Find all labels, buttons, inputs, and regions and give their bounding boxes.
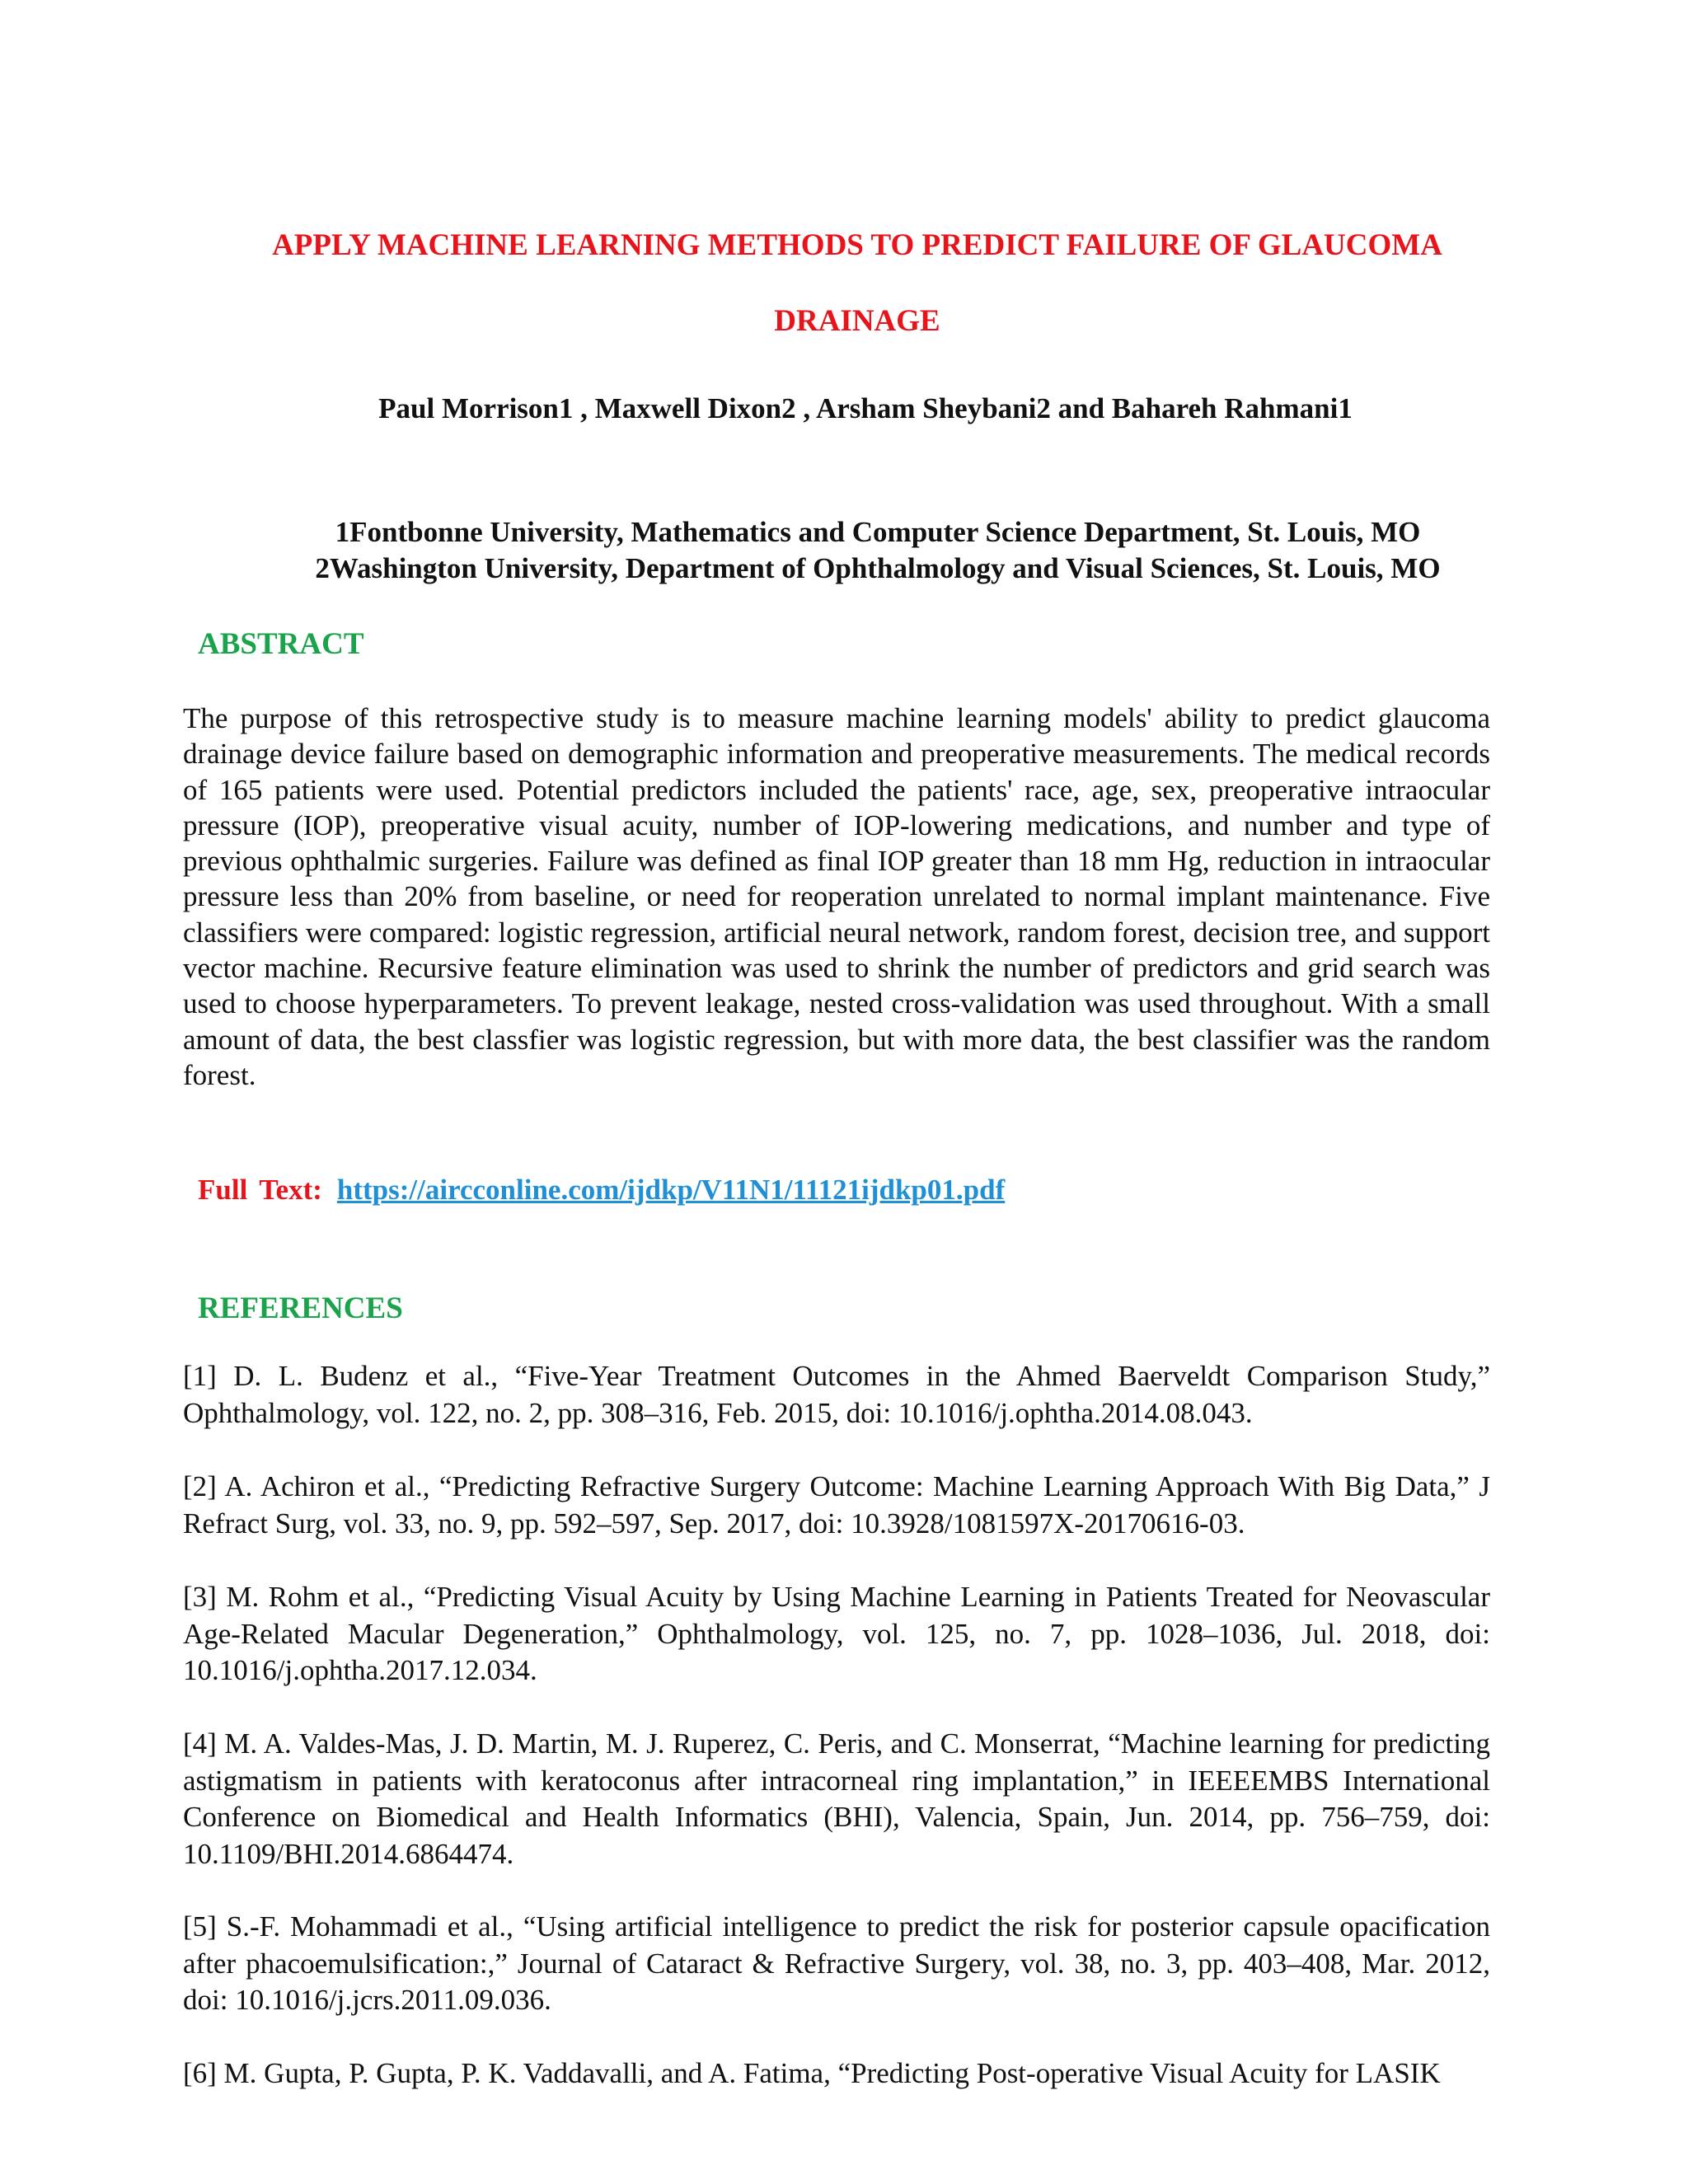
- author-list: Paul Morrison1 , Maxwell Dixon2 , Arsham Sheybani2 and Bahareh Rahmani1: [378, 392, 1353, 424]
- paper-title-line-1: APPLY MACHINE LEARNING METHODS TO PREDICT FAILURE OF GLAUCOMA: [272, 228, 1442, 262]
- reference-item-2: [2] A. Achiron et al., “Predicting Refractive Surgery Outcome: Machine Learning Approach With Big Data,” J Refract Surg, vol. 33, no. 9, pp. 592–597, Sep. 2017, doi: 10.3928/1081597X-20170616-03.: [183, 1470, 1490, 1540]
- abstract-text: The purpose of this retrospective study is to measure machine learning models' ability to predict glaucoma drainage device failure based on demographic information and preoperative measurements. The medical records of 165 patients were used. Potential predictors included the patients' race, age, sex, preoperative intraocular pressure (IOP), preoperative visual acuity, number of IOP-lowering medications, and number and type of previous ophthalmic surgeries. Failure was defined as final IOP greater than 18 mm Hg, reduction in intraocular pressure less than 20% from baseline, or need for reoperation unrelated to normal implant maintenance. Five classifiers were compared: logistic regression, artificial neural network, random forest, decision tree, and support vector machine. Recursive feature elimination was used to shrink the number of predictors and grid search was used to choose hyperparameters. To prevent leakage, nested cross-validation was used throughout. With a small amount of data, the best classfier was logistic regression, but with more data, the best classifier was the random forest.: [183, 702, 1490, 1091]
- reference-item-6: [6] M. Gupta, P. Gupta, P. K. Vaddavalli, and A. Fatima, “Predicting Post-operative Visual Acuity for LASIK: [183, 2057, 1441, 2089]
- affiliation-2: 2Washington University, Department of Ophthalmology and Visual Sciences, St. Louis, MO: [315, 552, 1441, 584]
- reference-item-3: [3] M. Rohm et al., “Predicting Visual Acuity by Using Machine Learning in Patients Treated for Neovascular Age-Related Macular Degeneration,” Ophthalmology, vol. 125, no. 7, pp. 1028–1036, Jul. 2018, doi: 10.1016/j.ophtha.2017.12.034.: [183, 1581, 1490, 1686]
- full-text-line: [198, 1172, 1005, 1208]
- reference-item-4: [4] M. A. Valdes-Mas, J. D. Martin, M. J. Ruperez, C. Peris, and C. Monserrat, “Machine learning for predicting astigmatism in patients with keratoconus after intracorneal ring implantation,” in IEEEEMBS International Conference on Biomedical and Health Informatics (BHI), Valencia, Spain, Jun. 2014, pp. 756–759, doi: 10.1109/BHI.2014.6864474.: [183, 1727, 1490, 1870]
- full-text-label: Full Text:: [198, 1174, 322, 1206]
- paper-title-line-2: DRAINAGE: [774, 304, 940, 338]
- reference-item-5: [5] S.-F. Mohammadi et al., “Using artificial intelligence to predict the risk for posterior capsule opacification after phacoemulsification:,” Journal of Cataract & Refractive Surgery, vol. 38, no. 3, pp. 403–408, Mar. 2012, doi: 10.1016/j.jcrs.2011.09.036.: [183, 1910, 1490, 2016]
- abstract-heading: ABSTRACT: [198, 627, 364, 661]
- reference-item-1: [1] D. L. Budenz et al., “Five-Year Treatment Outcomes in the Ahmed Baerveldt Comparison Study,” Ophthalmology, vol. 122, no. 2, pp. 308–316, Feb. 2015, doi: 10.1016/j.ophtha.2014.08.043.: [183, 1360, 1490, 1429]
- full-text-link[interactable]: https://aircconline.com/ijdkp/V11N1/11121ijdkp01.pdf: [336, 1174, 1006, 1206]
- affiliation-1: 1Fontbonne University, Mathematics and Computer Science Department, St. Louis, MO: [335, 516, 1421, 548]
- references-heading: REFERENCES: [198, 1291, 403, 1325]
